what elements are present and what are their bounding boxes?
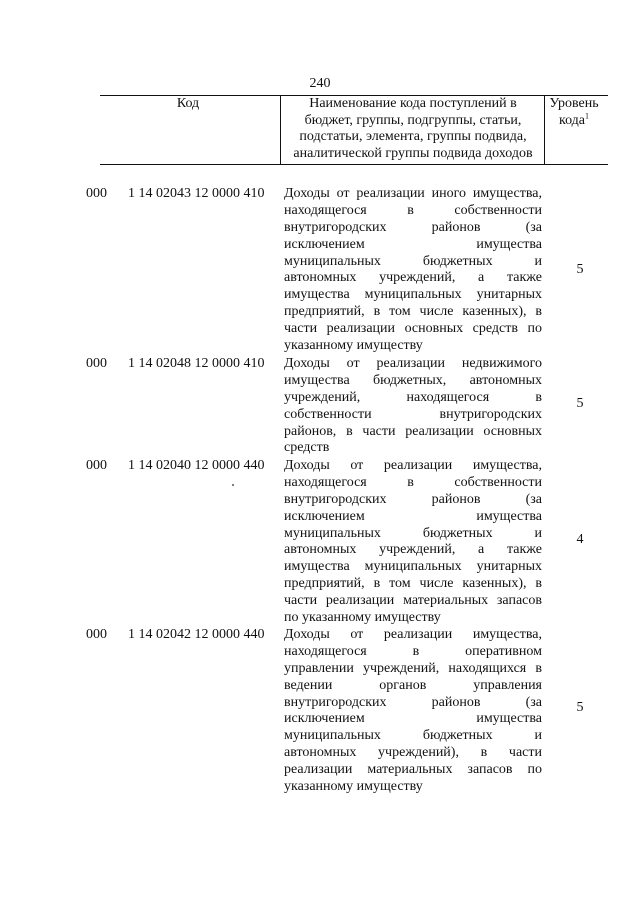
header-level-line2 bbox=[545, 110, 603, 130]
row-name-line: ведении органов управления bbox=[284, 677, 542, 693]
row-name-line: муниципальных бюджетных и bbox=[284, 525, 542, 541]
row-prefix: 000 bbox=[86, 356, 107, 371]
row-name-line: учреждений, находящегося в bbox=[284, 389, 542, 405]
row-name-line: Доходы от реализации имущества, bbox=[284, 458, 542, 473]
header-name-line: Наименование кода поступлений в bbox=[309, 96, 517, 111]
row-name bbox=[284, 356, 542, 457]
row-name-line: части реализации основных средств по bbox=[284, 321, 542, 337]
row-name-line: находящегося в оперативном bbox=[284, 643, 542, 659]
header-divider-1 bbox=[280, 95, 281, 165]
row-name-line: собственности внутригородских bbox=[284, 406, 542, 422]
row-prefix: 000 bbox=[86, 186, 107, 201]
row-level: 4 bbox=[576, 532, 584, 547]
row-name-line: внутригородских районов (за bbox=[284, 491, 542, 507]
header-name-line: подстатьи, элемента, группы подвида, bbox=[299, 129, 527, 144]
row-name-line: Доходы от реализации недвижимого bbox=[284, 356, 542, 371]
header-level-text: кода bbox=[558, 112, 586, 128]
scan-speck bbox=[232, 484, 234, 486]
row-name-line: указанному имуществу bbox=[284, 779, 423, 795]
row-code: 1 14 02048 12 0000 410 bbox=[128, 356, 265, 371]
row-name-line: муниципальных бюджетных и bbox=[284, 253, 542, 269]
row-name-line: указанному имуществу bbox=[284, 338, 423, 354]
row-code: 1 14 02040 12 0000 440 bbox=[128, 458, 265, 473]
row-name bbox=[284, 458, 542, 627]
row-level: 5 bbox=[576, 700, 584, 715]
row-level: 5 bbox=[576, 262, 584, 277]
row-name-line: находящегося в собственности bbox=[284, 202, 542, 218]
row-name bbox=[284, 186, 542, 355]
row-name-line: автономных учреждений), в части bbox=[284, 745, 542, 761]
row-name-line: имущества муниципальных унитарных bbox=[284, 287, 542, 303]
header-name-line: аналитической группы подвида доходов bbox=[293, 145, 533, 161]
row-name-line: исключением имущества bbox=[284, 236, 542, 252]
row-name-line: реализации материальных запасов по bbox=[284, 762, 542, 778]
row-name bbox=[284, 627, 542, 796]
row-name-line: исключением имущества bbox=[284, 711, 542, 727]
page-number: 240 bbox=[309, 76, 331, 91]
row-name-line: имущества муниципальных унитарных bbox=[284, 559, 542, 575]
row-name-line: автономных учреждений, а также bbox=[284, 270, 542, 286]
row-name-line: исключением имущества bbox=[284, 508, 542, 524]
row-name-line: внутригородских районов (за bbox=[284, 694, 542, 710]
header-name bbox=[282, 96, 544, 162]
row-name-line: части реализации материальных запасов bbox=[284, 593, 542, 609]
row-name-line: предприятий, в том числе казенных), в bbox=[284, 576, 542, 592]
header-level-line1: Уровень bbox=[549, 96, 599, 111]
row-name-line: муниципальных бюджетных и bbox=[284, 728, 542, 744]
row-name-line: Доходы от реализации имущества, bbox=[284, 627, 542, 642]
header-bottom-rule bbox=[100, 164, 608, 165]
header-name-line: бюджет, группы, подгруппы, статьи, bbox=[304, 112, 522, 128]
row-name-line: Доходы от реализации иного имущества, bbox=[284, 186, 542, 201]
row-name-line: внутригородских районов (за bbox=[284, 219, 542, 235]
row-name-line: управлении учреждений, находящихся в bbox=[284, 660, 542, 676]
row-name-line: предприятий, в том числе казенных), в bbox=[284, 304, 542, 320]
row-code: 1 14 02042 12 0000 440 bbox=[128, 627, 265, 642]
row-level: 5 bbox=[576, 396, 584, 411]
row-prefix: 000 bbox=[86, 458, 107, 473]
header-code: Код bbox=[176, 96, 200, 111]
header-level bbox=[545, 96, 603, 129]
row-name-line: находящегося в собственности bbox=[284, 474, 542, 490]
row-name-line: имущества бюджетных, автономных bbox=[284, 372, 542, 388]
row-name-line: средств bbox=[284, 440, 330, 456]
row-prefix: 000 bbox=[86, 627, 107, 642]
row-name-line: районов, в части реализации основных bbox=[284, 423, 542, 439]
row-name-line: автономных учреждений, а также bbox=[284, 542, 542, 558]
row-name-line: по указанному имуществу bbox=[284, 610, 441, 626]
row-code: 1 14 02043 12 0000 410 bbox=[128, 186, 265, 201]
footnote-marker: 1 bbox=[585, 110, 590, 120]
